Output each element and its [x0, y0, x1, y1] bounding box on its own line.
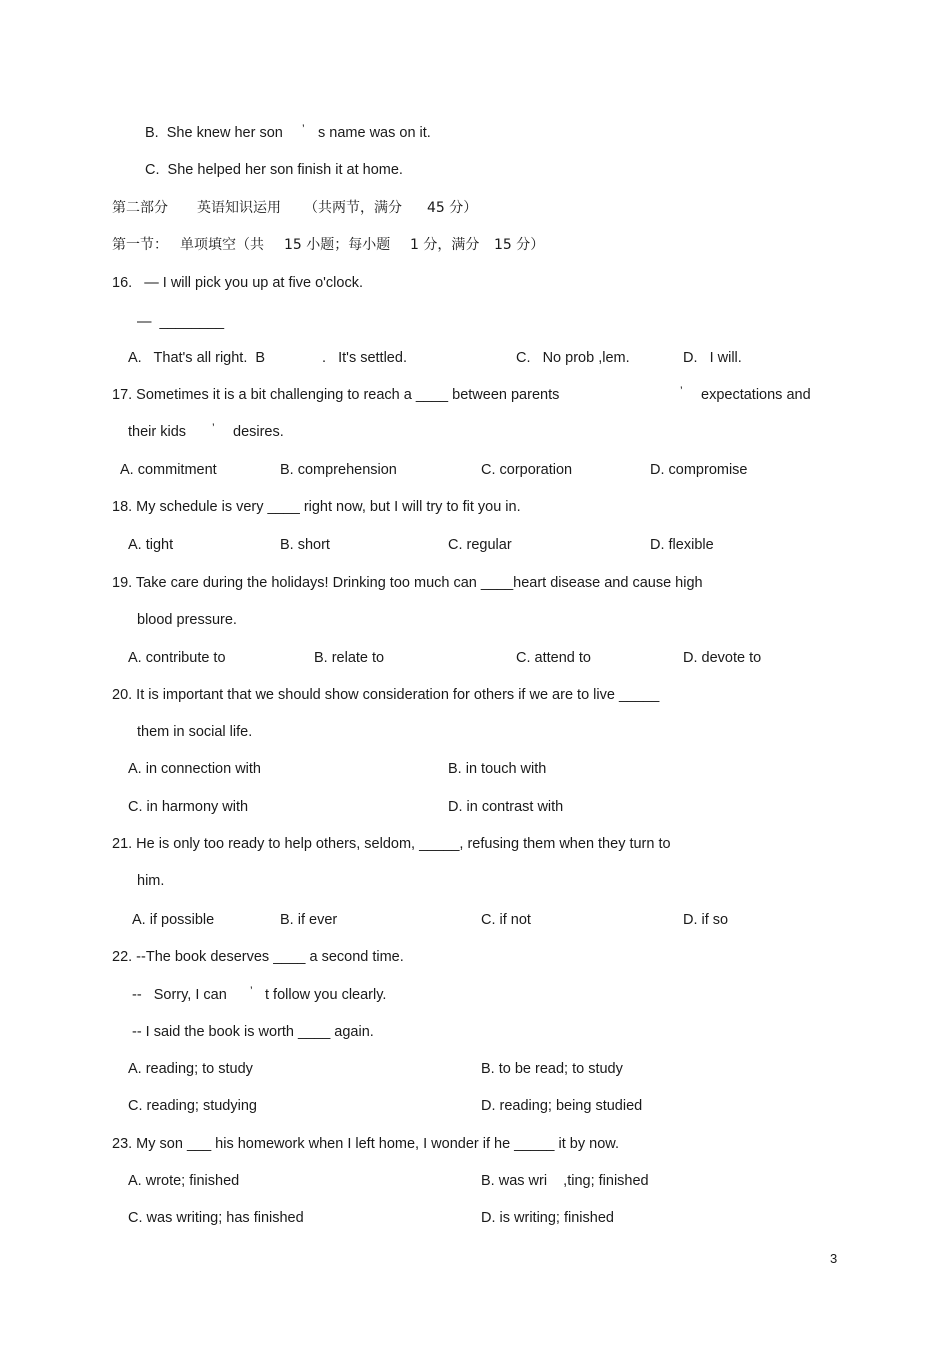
option-21-d: D. if so [683, 912, 729, 928]
option-18-a: A. tight [128, 537, 174, 553]
option-q15-b: B. She knew her son [145, 125, 283, 141]
option-17-c: C. corporation [481, 462, 573, 478]
option-18-b: B. short [280, 537, 330, 553]
option-16-a: A. That's all right. B [128, 350, 266, 366]
part2-score-label: （共两节，满分 [304, 200, 402, 216]
question-22-line3: -- I said the book is worth ____ again. [132, 1024, 374, 1040]
option-17-b: B. comprehension [280, 462, 397, 478]
question-22-line2: -- Sorry, I can [132, 987, 227, 1003]
option-17-d: D. compromise [650, 462, 748, 478]
apostrophe: ’ [302, 122, 305, 136]
question-23: 23. My son ___ his homework when I left home, I wonder if he _____ it by now. [112, 1136, 619, 1152]
option-22-a: A. reading; to study [128, 1061, 253, 1077]
option-q15-b-tail: s name was on it. [318, 125, 431, 141]
apostrophe: ’ [250, 984, 253, 998]
question-17-line2: their kids [128, 424, 187, 440]
question-22-line2-tail: t follow you clearly. [265, 987, 387, 1003]
question-17: 17. Sometimes it is a bit challenging to reach a ____ between parents [112, 387, 560, 403]
part2-heading: 第二部分 [112, 200, 168, 216]
section1-per-item: 1 分，满分 [410, 237, 480, 253]
option-q15-c: C. She helped her son finish it at home. [145, 162, 403, 178]
option-23-d: D. is writing; finished [481, 1210, 614, 1226]
option-16-c: C. No prob ,lem. [516, 350, 630, 366]
question-21: 21. He is only too ready to help others, seldom, _____, refusing them when they turn to [112, 836, 671, 852]
question-21-line2: him. [137, 873, 165, 889]
option-20-a: A. in connection with [128, 761, 261, 777]
question-17-tail: expectations and [701, 387, 811, 403]
option-23-a: A. wrote; finished [128, 1173, 240, 1189]
option-21-a: A. if possible [132, 912, 215, 928]
apostrophe: ’ [212, 421, 215, 435]
option-19-c: C. attend to [516, 650, 591, 666]
option-20-d: D. in contrast with [448, 799, 564, 815]
section1-heading: 第一节： [112, 237, 168, 253]
question-18: 18. My schedule is very ____ right now, but I will try to fit you in. [112, 499, 521, 515]
option-20-b: B. in touch with [448, 761, 547, 777]
option-16-b: . It's settled. [322, 350, 407, 366]
option-18-c: C. regular [448, 537, 512, 553]
question-16-reply: — ________ [137, 314, 225, 330]
option-19-a: A. contribute to [128, 650, 226, 666]
option-18-d: D. flexible [650, 537, 714, 553]
question-16: 16. — I will pick you up at five o'clock. [112, 275, 363, 291]
part2-score: 45 分） [427, 200, 478, 216]
option-20-c: C. in harmony with [128, 799, 249, 815]
option-21-c: C. if not [481, 912, 531, 928]
option-16-d: D. I will. [683, 350, 742, 366]
option-19-d: D. devote to [683, 650, 762, 666]
option-19-b: B. relate to [314, 650, 385, 666]
part2-title: 英语知识运用 [197, 200, 281, 216]
section1-title: 单项填空（共 [180, 237, 264, 253]
apostrophe: ’ [680, 384, 683, 398]
question-20-line2: them in social life. [137, 724, 253, 740]
option-21-b: B. if ever [280, 912, 338, 928]
option-17-a: A. commitment [120, 462, 217, 478]
section1-total: 15 分） [494, 237, 545, 253]
question-22: 22. --The book deserves ____ a second time. [112, 949, 404, 965]
option-22-b: B. to be read; to study [481, 1061, 623, 1077]
section1-count: 15 小题；每小题 [284, 237, 391, 253]
option-23-b: B. was wri ,ting; finished [481, 1173, 649, 1189]
option-23-c: C. was writing; has finished [128, 1210, 304, 1226]
option-22-c: C. reading; studying [128, 1098, 257, 1114]
option-22-d: D. reading; being studied [481, 1098, 643, 1114]
question-20: 20. It is important that we should show consideration for others if we are to live _____ [112, 687, 660, 703]
page-number: 3 [830, 1251, 838, 1266]
question-19: 19. Take care during the holidays! Drinking too much can ____heart disease and cause high [112, 575, 703, 591]
question-19-line2: blood pressure. [137, 612, 237, 628]
question-17-line2-tail: desires. [233, 424, 284, 440]
